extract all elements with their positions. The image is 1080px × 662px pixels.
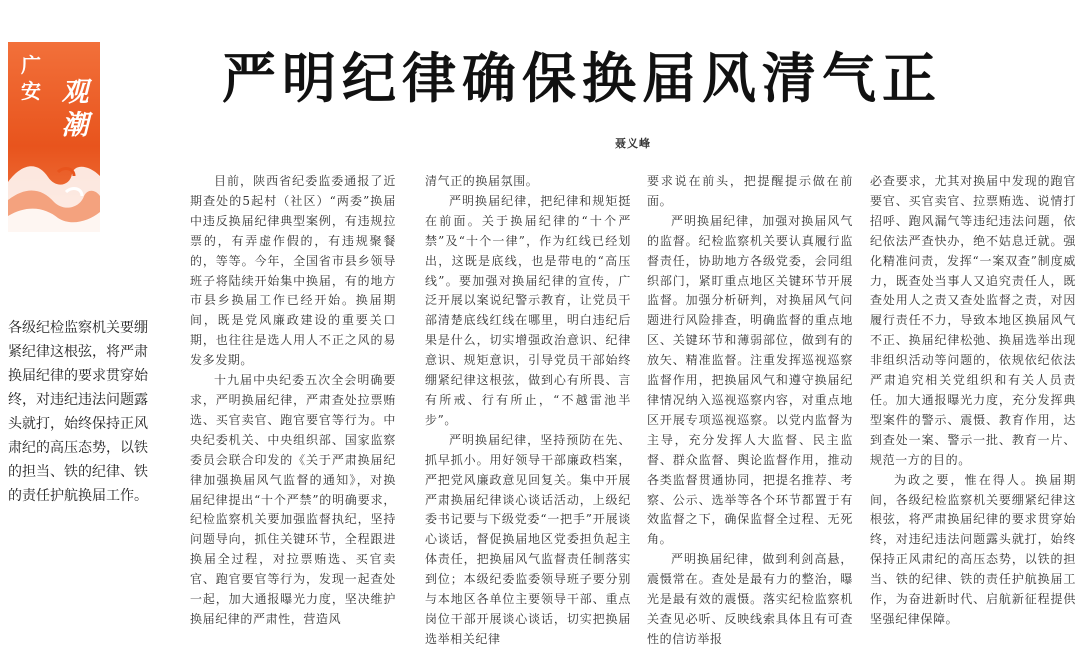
text-column-3 <box>647 172 853 657</box>
article-lead: 各级纪检监察机关要绷紧纪律这根弦，将严肃换届纪律的要求贯穿始终，对违纪违法问题露头就打，始终保持正风肃纪的高压态势，以铁的担当、铁的纪律、铁的责任护航换届工作。 <box>8 320 148 504</box>
paragraph: 十九届中央纪委五次全会明确要求，严明换届纪律，严肃查处拉票贿选、买官卖官、跑官要官等行为。中央纪委机关、中央组织部、国家监察委员会联合印发的《关于严肃换届纪律加强换届风气监督的通知》，对换届纪律提出“十个严禁”的明确要求，纪检监察机关要加强监督执纪，坚持问题导向，抓住关键环节，全程跟进换届全过程，对拉票贿选、买官卖官、跑官要官等行为，发现一起查处一起，加大通报曝光力度，坚决维护换届纪律的严肃性，营造风 <box>190 373 396 626</box>
text-column-4 <box>870 172 1076 657</box>
text-column-1 <box>190 172 396 657</box>
paragraph: 目前，陕西省纪委监委通报了近期查处的5起村（社区）“两委”换届中违反换届纪律典型案例，有违规拉票的，有弄虚作假的，有违规聚餐的，等等。今年，全国省市县乡领导班子将陆续开始集中换届，有的地方市县乡换届工作已经开始。换届期间，既是党风廉政建设的重要关口期，也往往是选人用人不正之风的易发多发期。 <box>190 174 396 368</box>
text-column-2 <box>425 172 631 657</box>
column-badge <box>8 42 100 232</box>
paragraph: 严明换届纪律，加强对换届风气的监督。纪检监察机关要认真履行监督责任，协助地方各级党委，会同组织部门，紧盯重点地区关键环节开展监督。加强分析研判，对换届风气问题进行风险排查，明确监督的重点地区、关键环节和薄弱部位，做到有的放矢、精准监督。注重发挥巡视巡察监督作用，把换届风气和遵守换届纪律情况纳入巡视巡察内容，对重点地区开展专项巡视巡察。以党内监督为主导，充分发挥人大监督、民主监督、群众监督、舆论监督作用，推动各类监督贯通协同，把提名推荐、考察、公示、选举等各个环节都置于有效监督之下，确保监督全过程、无死角。 <box>647 213 853 547</box>
paragraph: 严明换届纪律，做到利剑高悬，震慑常在。查处是最有力的整治，曝光是最有效的震慑。落实纪检监察机关查见必听、反映线索具体且有可查性的信访举报 <box>647 552 853 646</box>
paragraph: 要求说在前头，把提醒提示做在前面。 <box>647 174 853 208</box>
paragraph: 严明换届纪律，坚持预防在先、抓早抓小。用好领导干部廉政档案，严把党风廉政意见回复关。集中开展严肃换届纪律谈心谈话活动，上级纪委书记要与下级党委“一把手”开展谈心谈话，督促换届地区党委担负起主体责任，把换届风气监督责任制落实到位；本级纪委监委领导班子要分别与本地区各单位主要领导干部、重点岗位干部开展谈心谈话，切实把换届选举相关纪律 <box>425 432 631 646</box>
article-title: 严明纪律确保换届风清气正 <box>222 47 942 110</box>
wave-icon <box>8 142 100 232</box>
badge-label-1: 广安 <box>21 53 41 103</box>
paragraph: 必查要求，尤其对换届中发现的跑官要官、买官卖官、拉票贿选、说情打招呼、跑风漏气等违纪违法问题，依纪依法严查快办，绝不姑息迁就。强化精准问责，发挥“一案双查”制度威力，既查处当事人又追究责任人，既查处用人之责又查处监督之责，对因履行责任不力，导致本地区换届风气不正、换届纪律松弛、换届选举出现非组织活动等问题的，依规依纪依法严肃追究相关党组织和有关人员责任。加大通报曝光力度，充分发挥典型案件的警示、震慑、教育作用，达到查处一案、警示一批、教育一片、规范一方的目的。 <box>870 174 1076 467</box>
paragraph: 为政之要，惟在得人。换届期间，各级纪检监察机关要绷紧纪律这根弦，将严肃换届纪律的要求贯穿始终，对违纪违法问题露头就打，始终保持正风肃纪的高压态势，以铁的担当、铁的纪律、铁的责任护航换届工作，为奋进新时代、启航新征程提供坚强纪律保障。 <box>870 472 1076 626</box>
paragraph: 严明换届纪律，把纪律和规矩挺在前面。关于换届纪律的“十个严禁”及“十个一律”，作为红线已经划出，这既是底线，也是带电的“高压线”。要加强对换届纪律的宣传，广泛开展以案说纪警示教育，让党员干部清楚底线红线在哪里，明白违纪后果是什么，切实增强政治意识、纪律意识、规矩意识，引导党员干部始终绷紧纪律这根弦，做到心有所畏、言有所戒、行有所止，“不越雷池半步”。 <box>425 193 631 427</box>
article-author: 聂义峰 <box>615 137 651 150</box>
paragraph: 清气正的换届氛围。 <box>425 174 539 188</box>
badge-label-2: 观潮 <box>61 77 89 141</box>
